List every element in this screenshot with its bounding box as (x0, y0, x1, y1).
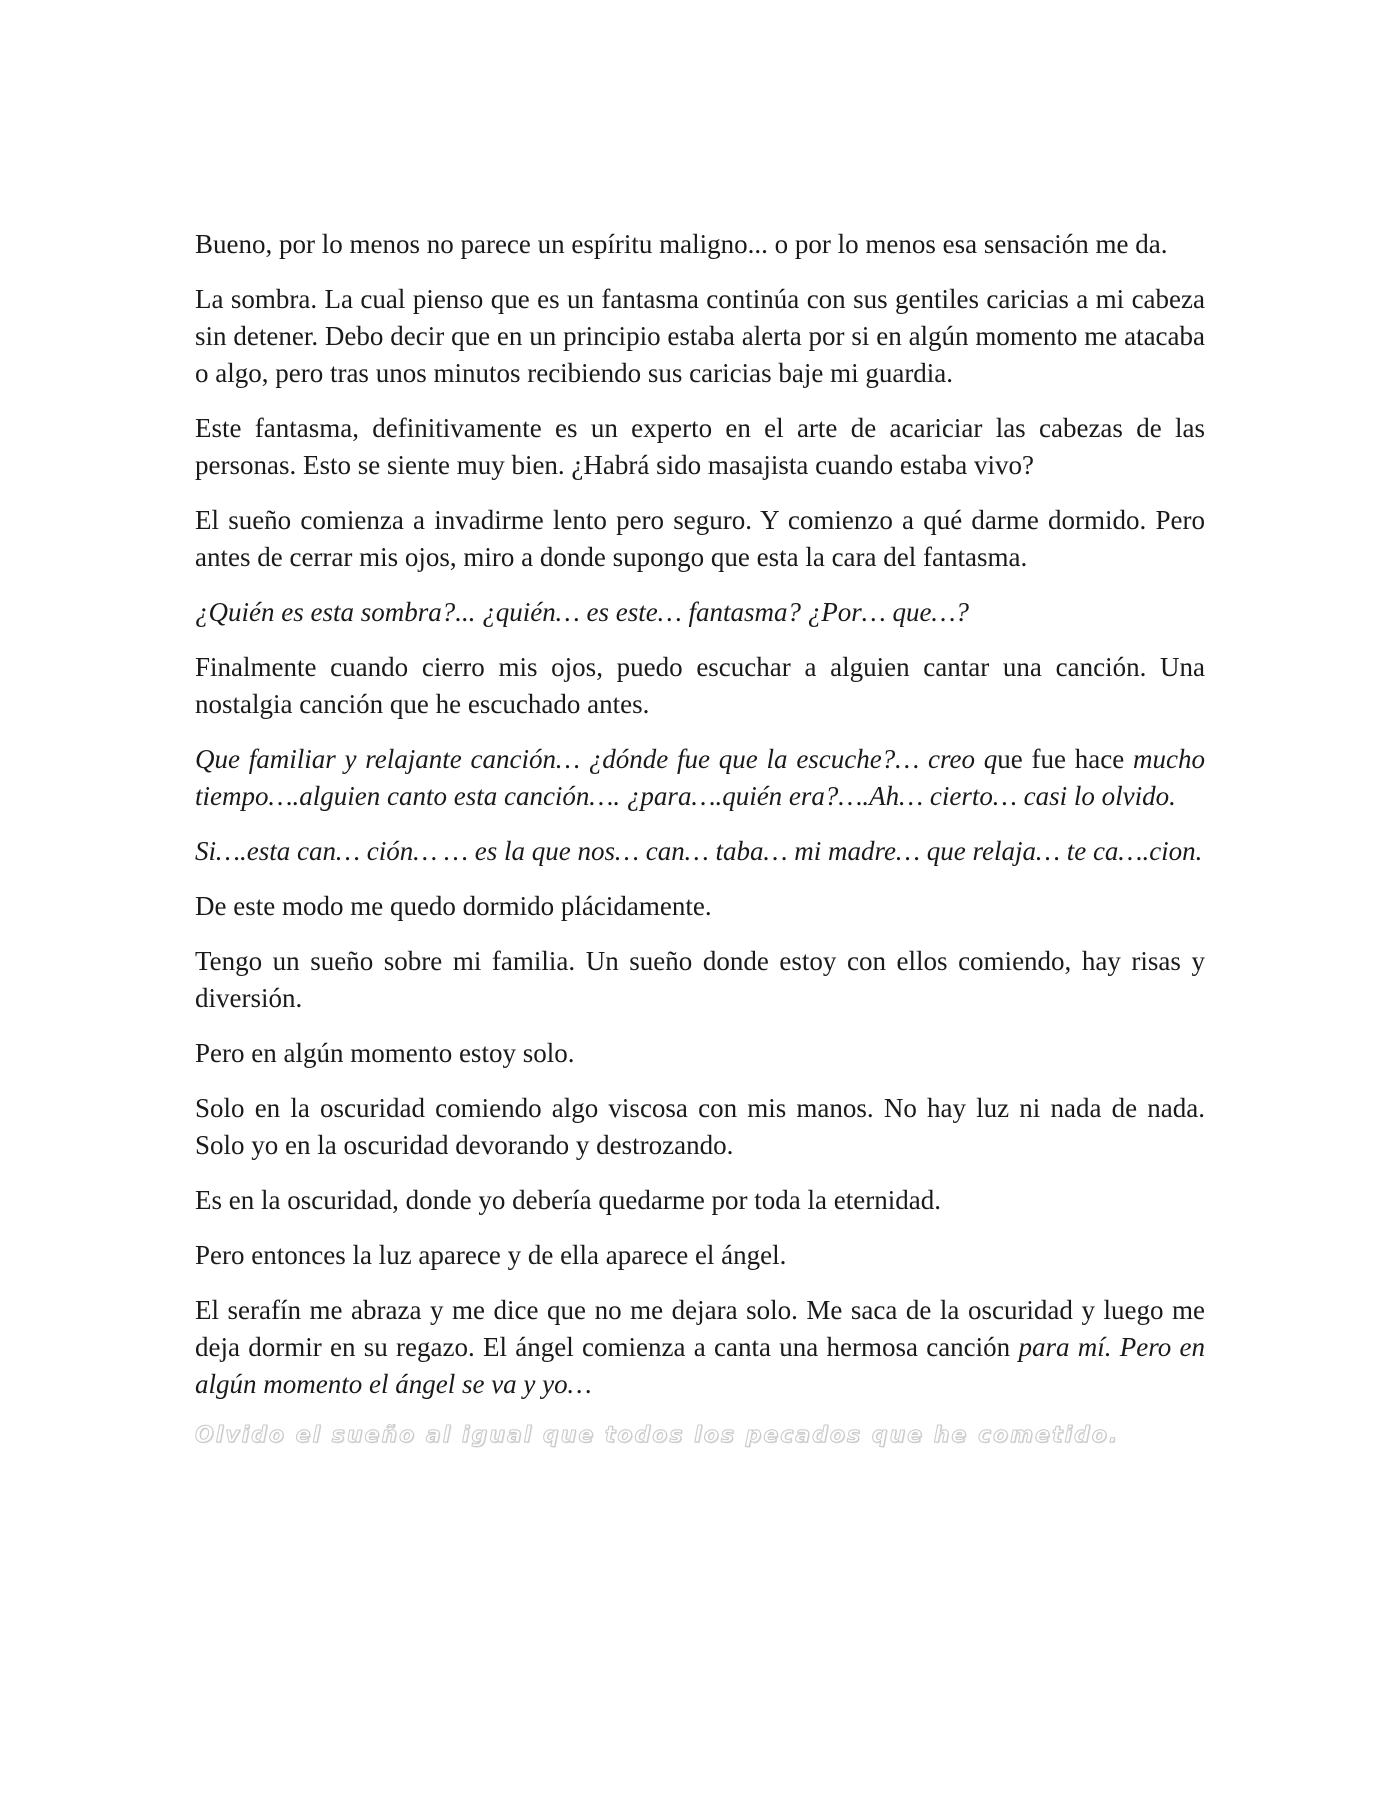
paragraph-15-italic-part: para mí. Pero en algún momento el ángel se va y yo… (195, 1332, 1205, 1399)
paragraph-7-normal-part: ue fue hace (997, 744, 1125, 774)
paragraph-12: Solo en la oscuridad comiendo algo viscosa con mis manos. No hay luz ni nada de nada. Solo yo en la oscuridad devorando y destrozando. (195, 1093, 1205, 1160)
paragraph-13: Es en la oscuridad, donde yo debería quedarme por toda la eternidad. (195, 1185, 941, 1215)
faded-outlined-line: Olvido el sueño al igual que todos los pecados que he cometido. (195, 1423, 1120, 1448)
paragraph-1: Bueno, por lo menos no parece un espíritu maligno... o por lo menos esa sensación me da. (195, 229, 1168, 259)
paragraph-2: La sombra. La cual pienso que es un fantasma continúa con sus gentiles caricias a mi cabeza sin detener. Debo decir que en un principio estaba alerta por si en algún momento me atacaba o algo, pero tras unos minutos recibiendo sus caricias baje mi guardia. (195, 284, 1205, 388)
paragraph-4: El sueño comienza a invadirme lento pero seguro. Y comienzo a qué darme dormido. Pero antes de cerrar mis ojos, miro a donde supongo que esta la cara del fantasma. (195, 505, 1205, 572)
paragraph-10: Tengo un sueño sobre mi familia. Un sueño donde estoy con ellos comiendo, hay risas y diversión. (195, 946, 1205, 1013)
paragraph-9: De este modo me quedo dormido plácidamente. (195, 891, 712, 921)
paragraph-11: Pero en algún momento estoy solo. (195, 1038, 575, 1068)
paragraph-7-mixed (195, 741, 1205, 815)
paragraph-8-italic-song: Si….esta can… ción… … es la que nos… can… taba… mi madre… que relaja… te ca….cion. (195, 836, 1203, 866)
paragraph-14: Pero entonces la luz aparece y de ella aparece el ángel. (195, 1240, 787, 1270)
paragraph-5-italic-thought: ¿Quién es esta sombra?... ¿quién… es este… fantasma? ¿Por… que…? (195, 597, 969, 627)
paragraph-3: Este fantasma, definitivamente es un experto en el arte de acariciar las cabezas de las personas. Esto se siente muy bien. ¿Habrá sido masajista cuando estaba vivo? (195, 413, 1205, 480)
paragraph-15-mixed (195, 1292, 1205, 1403)
paragraph-7-italic-tail: mucho tiempo….alguien canto esta canción…. ¿para….quién era?….Ah… cierto… casi lo olvido. (195, 744, 1205, 811)
paragraph-6: Finalmente cuando cierro mis ojos, puedo escuchar a alguien cantar una canción. Una nostalgia canción que he escuchado antes. (195, 652, 1205, 719)
paragraph-15-normal-part: El serafín me abraza y me dice que no me dejara solo. Me saca de la oscuridad y luego me deja dormir en su regazo. El ángel comienza a canta una hermosa canción (195, 1295, 1205, 1362)
document-page (195, 226, 1205, 1451)
paragraph-7-italic-part: Que familiar y relajante canción… ¿dónde fue que la escuche?… creo q (195, 744, 998, 774)
